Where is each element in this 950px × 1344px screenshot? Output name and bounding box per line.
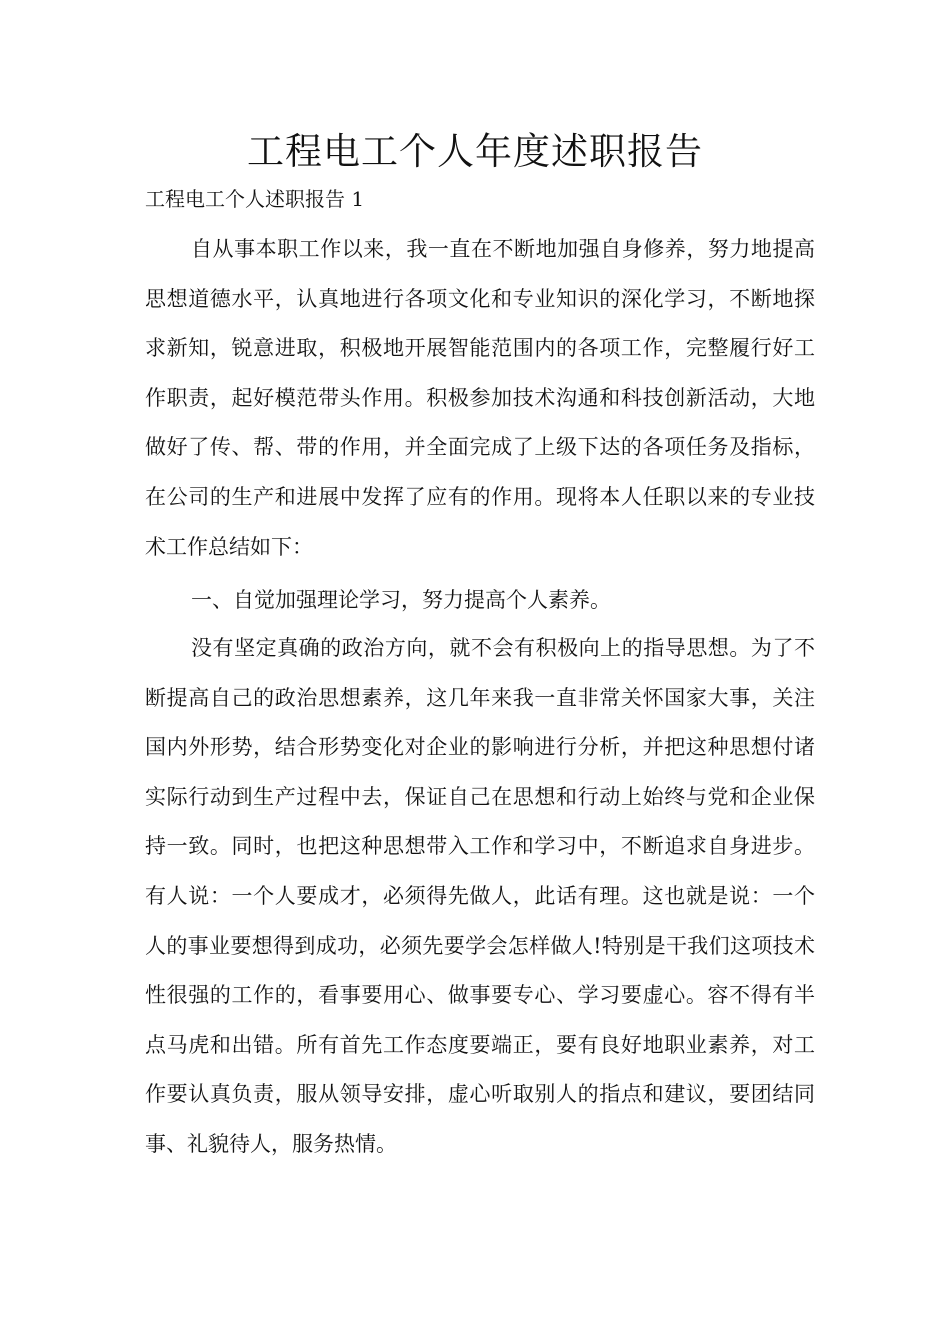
- document-subtitle: 工程电工个人述职报告 1: [145, 187, 365, 211]
- intro-paragraph: 自从事本职工作以来，我一直在不断地加强自身修养，努力地提高思想道德水平，认真地进行各项文化和专业知识的深化学习，不断地探求新知，锐意进取，积极地开展智能范围内的各项工作，完整履行好工作职责，起好模范带头作用。积极参加技术沟通和科技创新活动，大地做好了传、帮、带的作用，并全面完成了上级下达的各项任务及指标，在公司的生产和进展中发挥了应有的作用。现将本人任职以来的专业技术工作总结如下：: [145, 237, 815, 559]
- section-1-heading: 一、自觉加强理论学习，努力提高个人素养。: [191, 588, 611, 612]
- intro-section: [145, 225, 815, 572]
- section-1-body: [145, 624, 815, 1170]
- section-1-paragraph: 没有坚定真确的政治方向，就不会有积极向上的指导思想。为了不断提高自己的政治思想素养，这几年来我一直非常关怀国家大事，关注国内外形势，结合形势变化对企业的影响进行分析，并把这种思想付诸实际行动到生产过程中去，保证自己在思想和行动上始终与党和企业保持一致。同时，也把这种思想带入工作和学习中，不断追求自身进步。有人说：一个人要成才，必须得先做人，此话有理。这也就是说：一个人的事业要想得到成功，必须先要学会怎样做人!特别是干我们这项技术性很强的工作的，看事要用心、做事要专心、学习要虚心。容不得有半点马虎和出错。所有首先工作态度要端正，要有良好地职业素养，对工作要认真负责，服从领导安排，虚心听取别人的指点和建议，要团结同事、礼貌待人，服务热情。: [145, 636, 815, 1156]
- section-1: [145, 576, 815, 626]
- document-title: 工程电工个人年度述职报告: [247, 130, 703, 173]
